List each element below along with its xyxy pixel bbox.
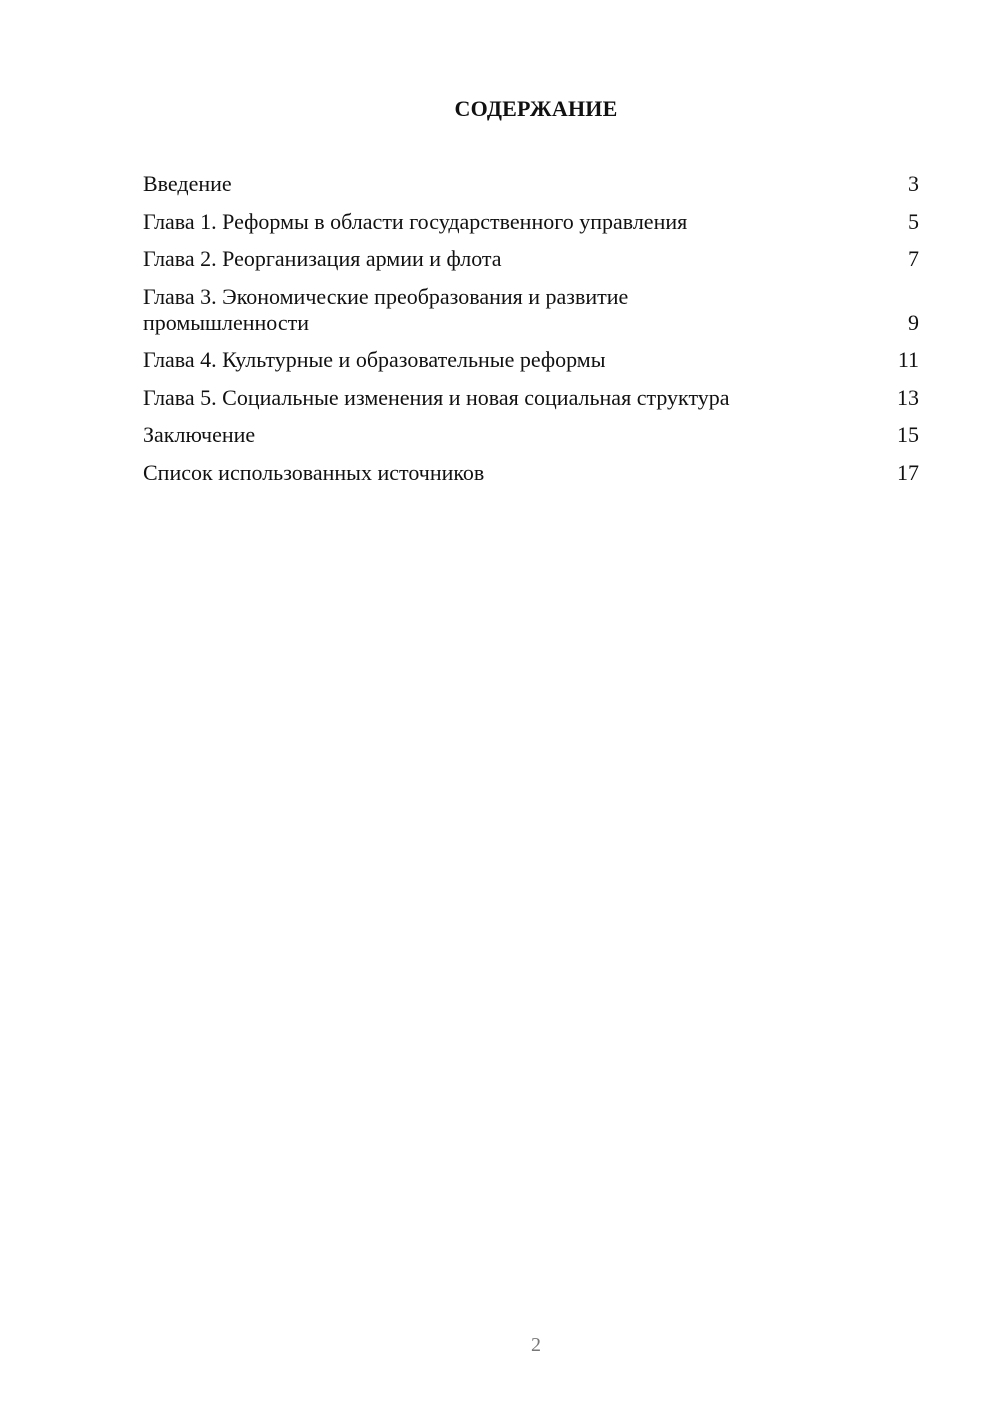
toc-item[interactable] [143,422,919,448]
toc-item[interactable] [143,246,919,272]
toc-item-page: 3 [908,171,919,196]
toc-item-label: Заключение [143,422,256,447]
toc-item-label: Глава 2. Реорганизация армии и флота [143,246,502,271]
toc-item-page: 9 [908,309,919,335]
toc-item-label: Список использованных источников [143,459,485,485]
toc-item-label: Глава 3. Экономические преобразования и развитие промышленности [143,283,629,335]
toc-item-page: 15 [897,422,919,447]
toc-item[interactable] [143,171,919,197]
toc-item-page: 17 [897,459,919,485]
page-title: СОДЕРЖАНИЕ [454,96,618,121]
page-number: 2 [531,1334,541,1356]
toc-item[interactable] [143,385,919,411]
toc-item-label: Введение [143,171,232,196]
toc-item-label: Глава 5. Социальные изменения и новая социальная структура [143,384,730,410]
table-of-contents [143,171,919,497]
toc-item-page: 13 [897,384,919,410]
toc-item[interactable] [143,209,919,235]
toc-item[interactable] [143,460,919,486]
toc-item-page: 7 [908,246,919,271]
toc-item-label: Глава 1. Реформы в области государственного управления [143,208,688,234]
toc-item-label: Глава 4. Культурные и образовательные реформы [143,347,606,372]
toc-item-page: 11 [897,347,919,372]
toc-item[interactable] [143,284,919,336]
toc-item[interactable] [143,347,919,373]
toc-item-page: 5 [908,208,919,234]
